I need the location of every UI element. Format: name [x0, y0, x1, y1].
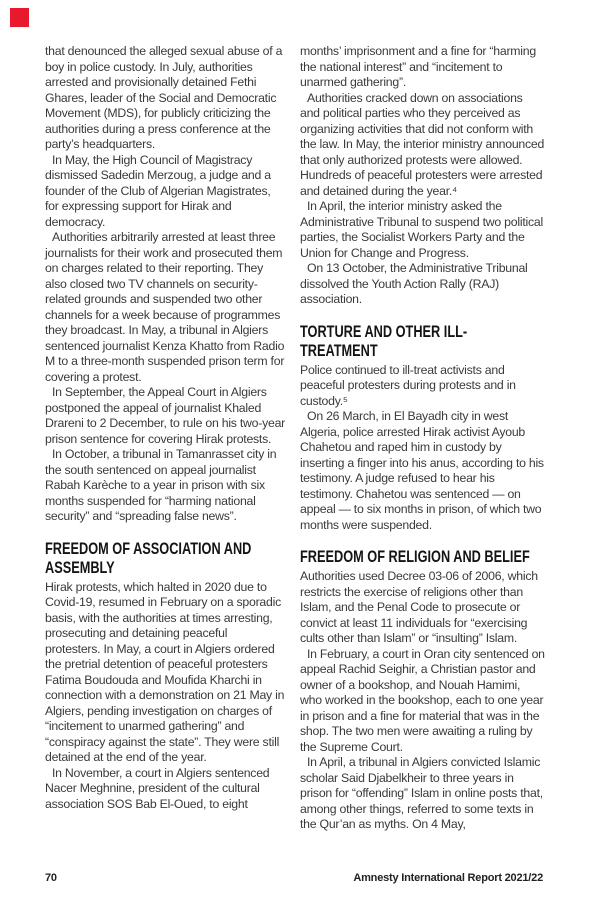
paragraph: In April, the interior ministry asked the Administrative Tribunal to suspend two political parties, the Socialist Workers Party and the Union for Change and Progress. — [300, 199, 543, 260]
paragraph: On 13 October, the Administrative Tribunal dissolved the Youth Action Rally (RAJ) association. — [300, 261, 528, 306]
left-column — [45, 44, 285, 812]
paragraph: In September, the Appeal Court in Algiers postponed the appeal of journalist Khaled Drareni to 2 December, to rule on his two-year prison sentence for covering Hirak protests. — [45, 385, 286, 446]
paragraph: that denounced the alleged sexual abuse of a boy in police custody. In July, authorities arrested and provisionally detained Fethi Ghares, leader of the Social and Democratic Movement (MDS), for publicly criticizing the authorities during a press conference at the party’s headquarters. — [45, 44, 283, 151]
footer-report-title: Amnesty International Report 2021/22 — [353, 872, 543, 884]
section-heading-freedom-of-association-and-assembly: FREEDOM OF ASSOCIATION AND ASSEMBLY — [45, 538, 252, 577]
paragraph: In April, a tribunal in Algiers convicted Islamic scholar Said Djabelkheir to three years in prison for “offending” Islam in online posts that, among other things, referred to some texts in the Qur’an as myths. On 4 May, — [300, 755, 543, 831]
right-column — [300, 44, 545, 833]
paragraph: Authorities used Decree 03-06 of 2006, which restricts the exercise of religions other than Islam, and the Penal Code to prosecute or convict at least 11 individuals for “exercising cults other than Islam” or “insulting” Islam. — [300, 569, 538, 645]
paragraph: In October, a tribunal in Tamanrasset city in the south sentenced on appeal journalist Rabah Karèche to a year in prison with six months suspended for “harming national security” and “spreading false news”. — [45, 447, 277, 523]
paragraph: In May, the High Council of Magistracy dismissed Sadedin Merzoug, a judge and a founder of the Club of Algerian Magistrates, for expressing support for Hirak and democracy. — [45, 152, 271, 229]
paragraph: Hirak protests, which halted in 2020 due to Covid-19, resumed in February on a sporadic basis, with the authorities at times arresting, prosecuting and detaining peaceful protesters. In May, a court in Algiers ordered the pretrial detention of peaceful protesters Fatima Boudouda and Moufida Kharchi in connection with a demonstration on 21 May in Algiers, pending investigation on charges of “incitement to unarmed gathering” and “conspiracy against the state”. They were still detained at the end of the year. — [45, 579, 285, 764]
paragraph: Authorities arbitrarily arrested at least three journalists for their work and prosecuted them on charges related to their reporting. They also closed two TV channels on security-related grounds and suspended two other channels for a week because of programmes they broadcast. In May, a tribunal in Algiers sentenced journalist Kenza Khatto from Radio M to a three-month suspended prison term for covering a protest. — [45, 230, 285, 384]
paragraph: In November, a court in Algiers sentenced Nacer Meghnine, president of the cultural association SOS Bab El-Oued, to eight — [45, 765, 270, 811]
paragraph: In February, a court in Oran city sentenced on appeal Rachid Seighir, a Christian pastor and owner of a bookshop, and Nouah Hamimi, who worked in the bookshop, each to one year in prison and a fine for material that was in the shop. The two men were awaiting a ruling by the Supreme Court. — [300, 646, 545, 754]
section-heading-freedom-of-religion-and-belief: FREEDOM OF RELIGION AND BELIEF — [300, 547, 530, 566]
paragraph: Police continued to ill-treat activists and peaceful protesters during protests and in custody.⁵ — [300, 362, 516, 408]
page-footer — [45, 872, 543, 884]
amnesty-red-square-marker — [10, 8, 29, 27]
paragraph: months’ imprisonment and a fine for “harming the national interest” and “incitement to unarmed gathering”. — [300, 44, 536, 89]
paragraph: Authorities cracked down on associations and political parties who they perceived as organizing activities that did not conform with the law. In May, the interior ministry announced that only authorized protests were allowed. Hundreds of peaceful protesters were arrested and detained during the year.⁴ — [300, 90, 545, 198]
page-number: 70 — [45, 872, 57, 884]
section-heading-torture-and-other-ill-treatment: TORTURE AND OTHER ILL-TREATMENT — [300, 321, 468, 360]
paragraph: On 26 March, in El Bayadh city in west Algeria, police arrested Hirak activist Ayoub Chahetou and raped him in custody by inserting a finger into his anus, according to his testimony. A judge refused to hear his testimony. Chahetou was sentenced — on appeal — to six months in prison, of which two months were suspended. — [300, 409, 544, 532]
